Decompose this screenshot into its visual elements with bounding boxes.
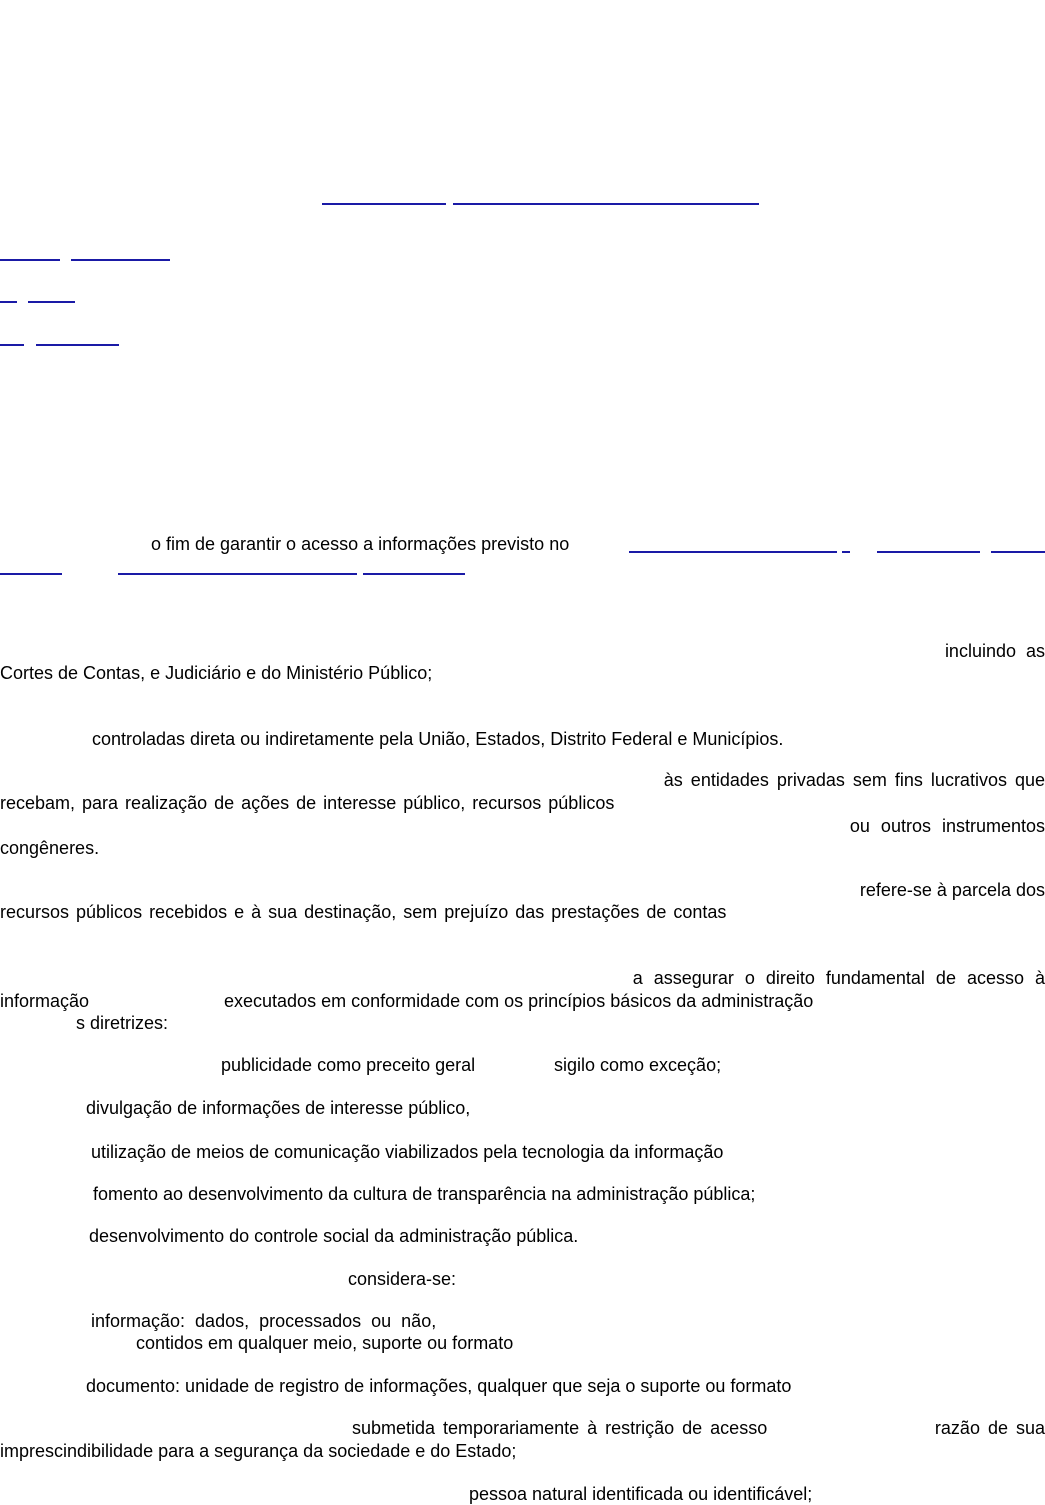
definition-2: documento: unidade de registro de informações, qualquer que seja o suporte ou formato [86,1376,792,1396]
definition-3-line-2: imprescindibilidade para a segurança da sociedade e do Estado; [0,1441,517,1461]
constitution-link-6[interactable] [118,573,357,575]
paragraph-3-line-4: congêneres. [0,838,100,858]
directive-2: divulgação de informações de interesse público, [86,1098,471,1118]
paragraph-4-end: refere-se à parcela dos [859,880,1045,900]
side-link-3a[interactable] [0,344,24,346]
constitution-link-5[interactable] [0,573,62,575]
directive-1a: publicidade como preceito geral [221,1055,476,1075]
paragraph-5-line-3: s diretrizes: [76,1013,169,1033]
side-link-1b[interactable] [71,259,170,261]
definition-4: pessoa natural identificada ou identificável; [469,1484,813,1504]
paragraph-2: controladas direta ou indiretamente pela União, Estados, Distrito Federal e Municípios. [92,729,784,749]
constitution-link-2[interactable] [842,551,850,553]
constitution-link-1[interactable] [629,551,837,553]
constitution-link-4[interactable] [991,551,1045,553]
header-link-1[interactable] [322,203,446,205]
definition-3b: razão de sua [934,1418,1045,1438]
definition-1b: contidos em qualquer meio, suporte ou formato [136,1333,514,1353]
definition-1a: informação: dados, processados ou não, [91,1311,437,1331]
directive-5: desenvolvimento do controle social da administração pública. [89,1226,579,1246]
paragraph-5-end: a assegurar o direito fundamental de acesso à [632,968,1045,988]
definitions-intro: considera-se: [348,1269,457,1289]
paragraph-5-line-2b: executados em conformidade com os princípios básicos da administração [224,991,814,1011]
constitution-link-3[interactable] [877,551,980,553]
paragraph-3-line-2: recebam, para realização de ações de interesse público, recursos públicos [0,793,615,813]
header-link-2[interactable] [453,203,759,205]
directive-1b: sigilo como exceção; [554,1055,722,1075]
side-link-1a[interactable] [0,259,60,261]
paragraph-3-end: às entidades privadas sem fins lucrativos que [663,770,1045,790]
paragraph-1-line-2: Cortes de Contas, e Judiciário e do Ministério Público; [0,663,433,683]
definition-3a: submetida temporariamente à restrição de acesso [352,1418,768,1438]
paragraph-4-line-2: recursos públicos recebidos e à sua destinação, sem prejuízo das prestações de contas [0,902,727,922]
directive-3: utilização de meios de comunicação viabilizados pela tecnologia da informação [91,1142,724,1162]
side-link-2b[interactable] [28,301,75,303]
side-link-2a[interactable] [0,301,17,303]
paragraph-5-line-2a: informação [0,991,90,1011]
paragraph-3-line-3-end: ou outros instrumentos [849,816,1045,836]
side-link-3b[interactable] [36,344,119,346]
directive-4: fomento ao desenvolvimento da cultura de transparência na administração pública; [93,1184,756,1204]
paragraph-1-end: incluindo as [944,641,1045,661]
preamble-text: o fim de garantir o acesso a informações previsto no [151,534,570,554]
constitution-link-7[interactable] [363,573,465,575]
